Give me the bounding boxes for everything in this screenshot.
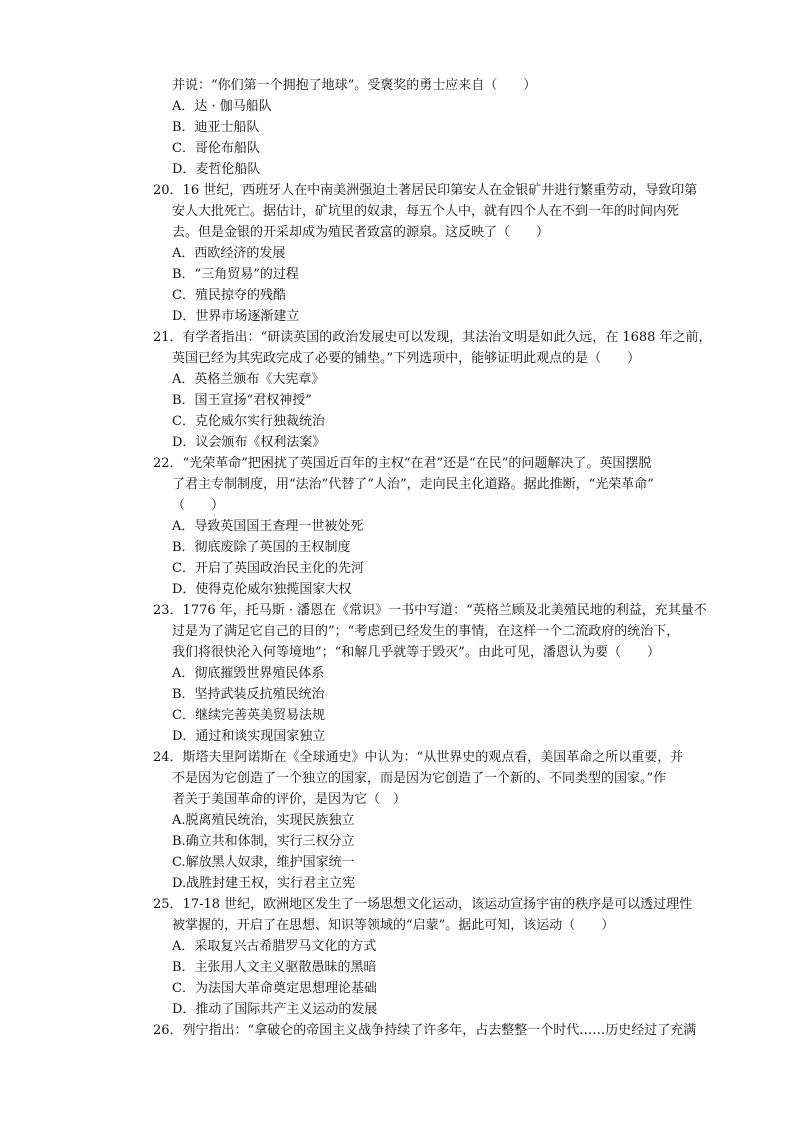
q20-stem-line-3: 去。但是金银的开采却成为殖民者致富的源泉。这反映了（ ） [172, 225, 550, 240]
q22-option-a[interactable]: A．导致英国国王查理一世被处死 [172, 519, 364, 534]
q19-stem-tail: 并说：“你们第一个拥抱了地球”。受褒奖的勇士应来自（ ） [172, 78, 537, 93]
q25-option-b[interactable]: B．主张用人文主义驱散愚昧的黑暗 [172, 960, 377, 975]
q24-stem-line-3: 者关于美国革命的评价，是因为它（ ） [172, 792, 407, 807]
q21-stem-line-1: 21．有学者指出：“研读英国的政治发展史可以发现，其法治文明是如此久远，在 1688 年之前， [153, 330, 712, 345]
q22-stem-line-1: 22．“光荣革命”把困扰了英国近百年的主权“在君”还是“在民”的问题解决了。英国摆脱 [153, 456, 652, 471]
q24-option-d[interactable]: D.战胜封建王权，实行君主立宪 [172, 876, 356, 891]
q24-option-c[interactable]: C.解放黑人奴隶，维护国家统一 [172, 855, 355, 870]
q22-stem-line-2: 了君主专制制度，用“法治”代替了“人治”，走向民主化道路。据此推断，“光荣革命” [172, 477, 654, 492]
q23-option-b[interactable]: B．坚持武装反抗殖民统治 [172, 687, 325, 702]
q19-option-c[interactable]: C．哥伦布船队 [172, 141, 260, 156]
q25-option-c[interactable]: C．为法国大革命奠定思想理论基础 [172, 981, 377, 996]
q22-option-c[interactable]: C．开启了英国政治民主化的先河 [172, 561, 364, 576]
q19-option-a[interactable]: A．达 · 伽马船队 [172, 99, 272, 114]
q23-option-a[interactable]: A．彻底摧毁世界殖民体系 [172, 666, 325, 681]
q24-option-a[interactable]: A.脱离殖民统治，实现民族独立 [172, 813, 355, 828]
q22-option-b[interactable]: B．彻底废除了英国的王权制度 [172, 540, 351, 555]
q23-stem-line-1: 23．1776 年，托马斯 · 潘恩在《常识》一书中写道：“英格兰顾及北美殖民地的利益，充其量不 [153, 603, 707, 618]
q22-option-d[interactable]: D．使得克伦威尔独揽国家大权 [172, 582, 352, 597]
q25-stem-line-1: 25．17-18 世纪，欧洲地区发生了一场思想文化运动，该运动宣扬宇宙的秩序是可以透过理性 [153, 897, 693, 912]
q21-option-b[interactable]: B．国王宣扬“君权神授” [172, 393, 312, 408]
q20-stem-line-2: 安人大批死亡。据估计，矿坑里的奴隶，每五个人中，就有四个人在不到一年的时间内死 [172, 204, 680, 219]
q20-option-a[interactable]: A．西欧经济的发展 [172, 246, 286, 261]
q25-option-a[interactable]: A．采取复兴古希腊罗马文化的方式 [172, 939, 377, 954]
q26-stem-line-1: 26．列宁指出：“拿破仑的帝国主义战争持续了许多年，占去整整一个时代……历史经过了充满 [153, 1023, 697, 1038]
q21-option-a[interactable]: A．英格兰颁布《大宪章》 [172, 372, 325, 387]
q20-option-c[interactable]: C．殖民掠夺的残酷 [172, 288, 286, 303]
q20-option-d[interactable]: D．世界市场逐渐建立 [172, 309, 300, 324]
q19-option-b[interactable]: B．迪亚士船队 [172, 120, 260, 135]
q23-option-d[interactable]: D．通过和谈实现国家独立 [172, 729, 326, 744]
q20-stem-line-1: 20．16 世纪，西班牙人在中南美洲强迫土著居民印第安人在金银矿井进行繁重劳动，导致印第 [153, 183, 698, 198]
q22-stem-line-3: （ ） [172, 498, 225, 513]
q21-option-c[interactable]: C．克伦威尔实行独裁统治 [172, 414, 325, 429]
q24-stem-line-2: 不是因为它创造了一个独立的国家，而是因为它创造了一个新的、不同类型的国家。”作 [172, 771, 667, 786]
q24-stem-line-1: 24．斯塔夫里阿诺斯在《全球通史》中认为：“从世界史的观点看，美国革命之所以重要，并 [153, 750, 684, 765]
q25-option-d[interactable]: D．推动了国际共产主义运动的发展 [172, 1002, 378, 1017]
q19-option-d[interactable]: D．麦哲伦船队 [172, 162, 261, 177]
q20-option-b[interactable]: B．“三角贸易”的过程 [172, 267, 299, 282]
q23-stem-line-3: 我们将很快沦入何等境地”；“和解几乎就等于毁灭”。由此可见，潘恩认为要（ ） [172, 645, 660, 660]
q24-option-b[interactable]: B.确立共和体制，实行三权分立 [172, 834, 355, 849]
q21-stem-line-2: 英国已经为其宪政完成了必要的铺垫。”下列选项中，能够证明此观点的是（ ） [172, 351, 641, 366]
q23-stem-line-2: 过是为了满足它自己的目的”；“考虑到已经发生的事情，在这样一个二流政府的统治下， [172, 624, 680, 639]
q23-option-c[interactable]: C．继续完善英美贸易法规 [172, 708, 325, 723]
q21-option-d[interactable]: D．议会颁布《权利法案》 [172, 435, 326, 450]
q25-stem-line-2: 被掌握的，开启了在思想、知识等领域的“启蒙”。据此可知，该运动（ ） [172, 918, 615, 933]
